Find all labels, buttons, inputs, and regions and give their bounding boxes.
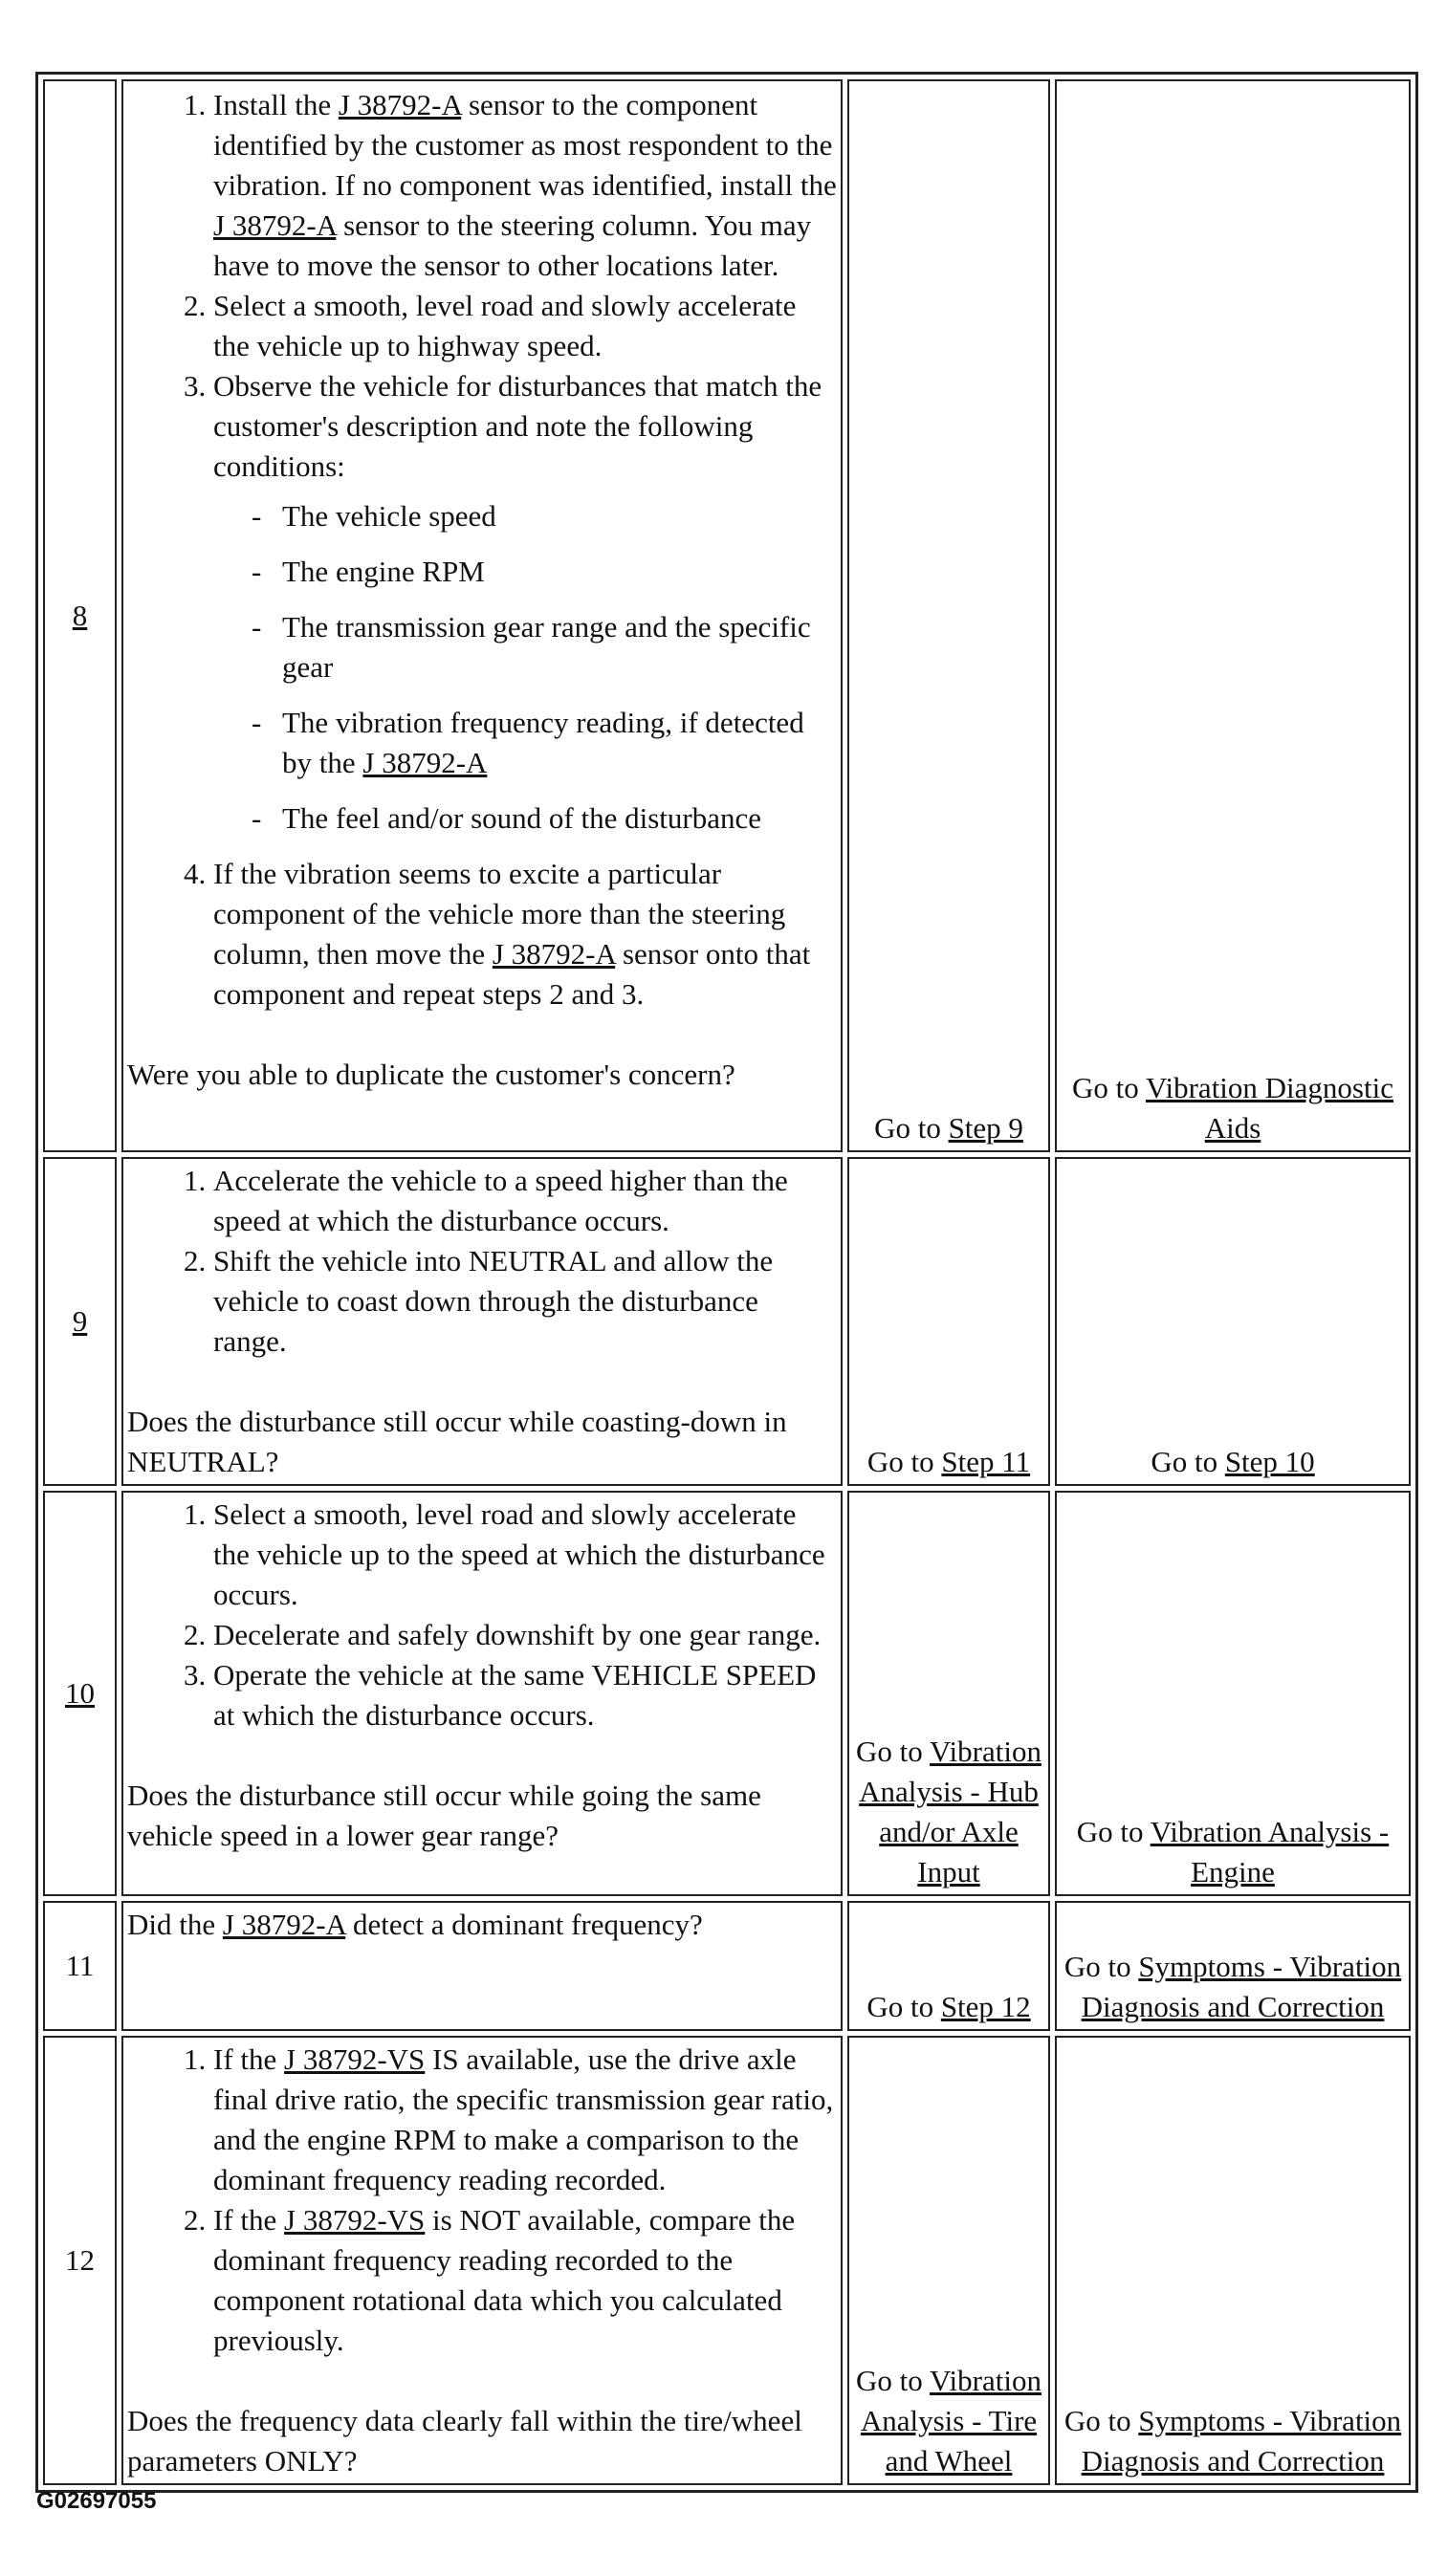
action-list (127, 2040, 837, 2361)
tool-link[interactable]: J 38792-VS (284, 2203, 426, 2237)
list-item: 4. If the vibration seems to excite a particular component of the vehicle more than the steering column, then move the J 38792-A sensor onto that component and repeat steps 2 and 3. (213, 854, 837, 1015)
question-text: Did the J 38792-A detect a dominant frequency? (127, 1908, 703, 1941)
no-cell: Go to Symptoms - Vibration Diagnosis and Correction (1055, 1901, 1411, 2031)
action-cell (121, 1491, 843, 1896)
list-item: 2. Decelerate and safely downshift by one gear range. (213, 1615, 837, 1655)
list-item: 1. If the J 38792-VS IS available, use the drive axle final drive ratio, the specific transmission gear ratio, and the engine RPM to make a comparison to the dominant frequency reading recorded. (213, 2040, 837, 2200)
step-number: 11 (43, 1901, 117, 2031)
figure-code: G02697055 (36, 2488, 157, 2514)
doc-link[interactable]: Symptoms - Vibration Diagnosis and Correction (1081, 2404, 1402, 2478)
yes-cell: Go to Vibration Analysis - Hub and/or Axle Input (847, 1491, 1050, 1896)
table-row (43, 1491, 1411, 1896)
action-cell (121, 79, 843, 1152)
step-link[interactable]: Step 11 (941, 1445, 1031, 1478)
question-text: Were you able to duplicate the customer's concern? (127, 1058, 735, 1091)
tool-link[interactable]: J 38792-VS (284, 2042, 426, 2076)
list-item: 1. Install the J 38792-A sensor to the component identified by the customer as most respondent to the vibration. If no component was identified, install the J 38792-A sensor to the steering column. You may have to move the sensor to other locations later. (213, 85, 837, 286)
step-link[interactable]: Step 9 (948, 1111, 1023, 1145)
step-link[interactable]: Step 10 (1224, 1445, 1315, 1478)
action-cell (121, 2036, 843, 2485)
conditions-list (213, 496, 837, 839)
list-item: 3. Observe the vehicle for disturbances that match the customer's description and note the following conditions: - The vehicle speed - The engine RPM - The transmission gear range and the specific gear - The vibration frequency reading, if detected by the J 38792-A - The feel and/or sound of the disturbance (213, 366, 837, 839)
yes-cell: Go to Step 11 (847, 1157, 1050, 1486)
diagnostic-table (35, 72, 1418, 2493)
list-item: 1. Select a smooth, level road and slowly accelerate the vehicle up to the speed at which the disturbance occurs. (213, 1495, 837, 1615)
no-cell: Go to Symptoms - Vibration Diagnosis and Correction (1055, 2036, 1411, 2485)
list-item: 1. Accelerate the vehicle to a speed higher than the speed at which the disturbance occurs. (213, 1161, 837, 1241)
step-number[interactable]: 9 (43, 1157, 117, 1486)
tool-link[interactable]: J 38792-A (492, 937, 616, 971)
no-cell: Go to Vibration Analysis - Engine (1055, 1491, 1411, 1896)
doc-link[interactable]: Vibration Analysis - Tire and Wheel (860, 2364, 1041, 2478)
table-row (43, 79, 1411, 1152)
step-number: 12 (43, 2036, 117, 2485)
step-number[interactable]: 10 (43, 1491, 117, 1896)
step-number[interactable]: 8 (43, 79, 117, 1152)
table-row (43, 1901, 1411, 2031)
question-text: Does the disturbance still occur while coasting-down in NEUTRAL? (127, 1405, 787, 1478)
list-item: 2. Select a smooth, level road and slowly accelerate the vehicle up to highway speed. (213, 286, 837, 366)
list-item: - The vehicle speed (252, 496, 837, 536)
list-item: - The engine RPM (252, 552, 837, 592)
yes-cell: Go to Step 12 (847, 1901, 1050, 2031)
list-item: - The vibration frequency reading, if detected by the J 38792-A (252, 703, 837, 783)
tool-link[interactable]: J 38792-A (213, 208, 337, 242)
doc-link[interactable]: Symptoms - Vibration Diagnosis and Correction (1081, 1950, 1402, 2023)
list-item: - The feel and/or sound of the disturbance (252, 798, 837, 839)
question-text: Does the disturbance still occur while going the same vehicle speed in a lower gear range? (127, 1779, 761, 1852)
step-link[interactable]: Step 12 (940, 1990, 1031, 2023)
action-cell (121, 1157, 843, 1486)
no-cell: Go to Step 10 (1055, 1157, 1411, 1486)
table-row (43, 1157, 1411, 1486)
list-item: 2. If the J 38792-VS is NOT available, compare the dominant frequency reading recorded to the component rotational data which you calculated previously. (213, 2200, 837, 2361)
table-row (43, 2036, 1411, 2485)
list-item: 2. Shift the vehicle into NEUTRAL and allow the vehicle to coast down through the disturbance range. (213, 1241, 837, 1362)
question-text: Does the frequency data clearly fall within the tire/wheel parameters ONLY? (127, 2404, 802, 2478)
doc-link[interactable]: Vibration Diagnostic Aids (1145, 1071, 1393, 1145)
action-list (127, 85, 837, 1015)
doc-link[interactable]: Vibration Analysis - Engine (1150, 1815, 1390, 1888)
tool-link[interactable]: J 38792-A (362, 746, 488, 779)
yes-cell: Go to Vibration Analysis - Tire and Wheel (847, 2036, 1050, 2485)
tool-link[interactable]: J 38792-A (338, 88, 462, 121)
doc-link[interactable]: Vibration Analysis - Hub and/or Axle Input (859, 1735, 1041, 1888)
action-list (127, 1161, 837, 1362)
action-cell (121, 1901, 843, 2031)
action-list (127, 1495, 837, 1736)
tool-link[interactable]: J 38792-A (222, 1908, 346, 1941)
list-item: 3. Operate the vehicle at the same VEHICLE SPEED at which the disturbance occurs. (213, 1655, 837, 1736)
yes-cell: Go to Step 9 (847, 79, 1050, 1152)
list-item: - The transmission gear range and the specific gear (252, 607, 837, 688)
no-cell: Go to Vibration Diagnostic Aids (1055, 79, 1411, 1152)
